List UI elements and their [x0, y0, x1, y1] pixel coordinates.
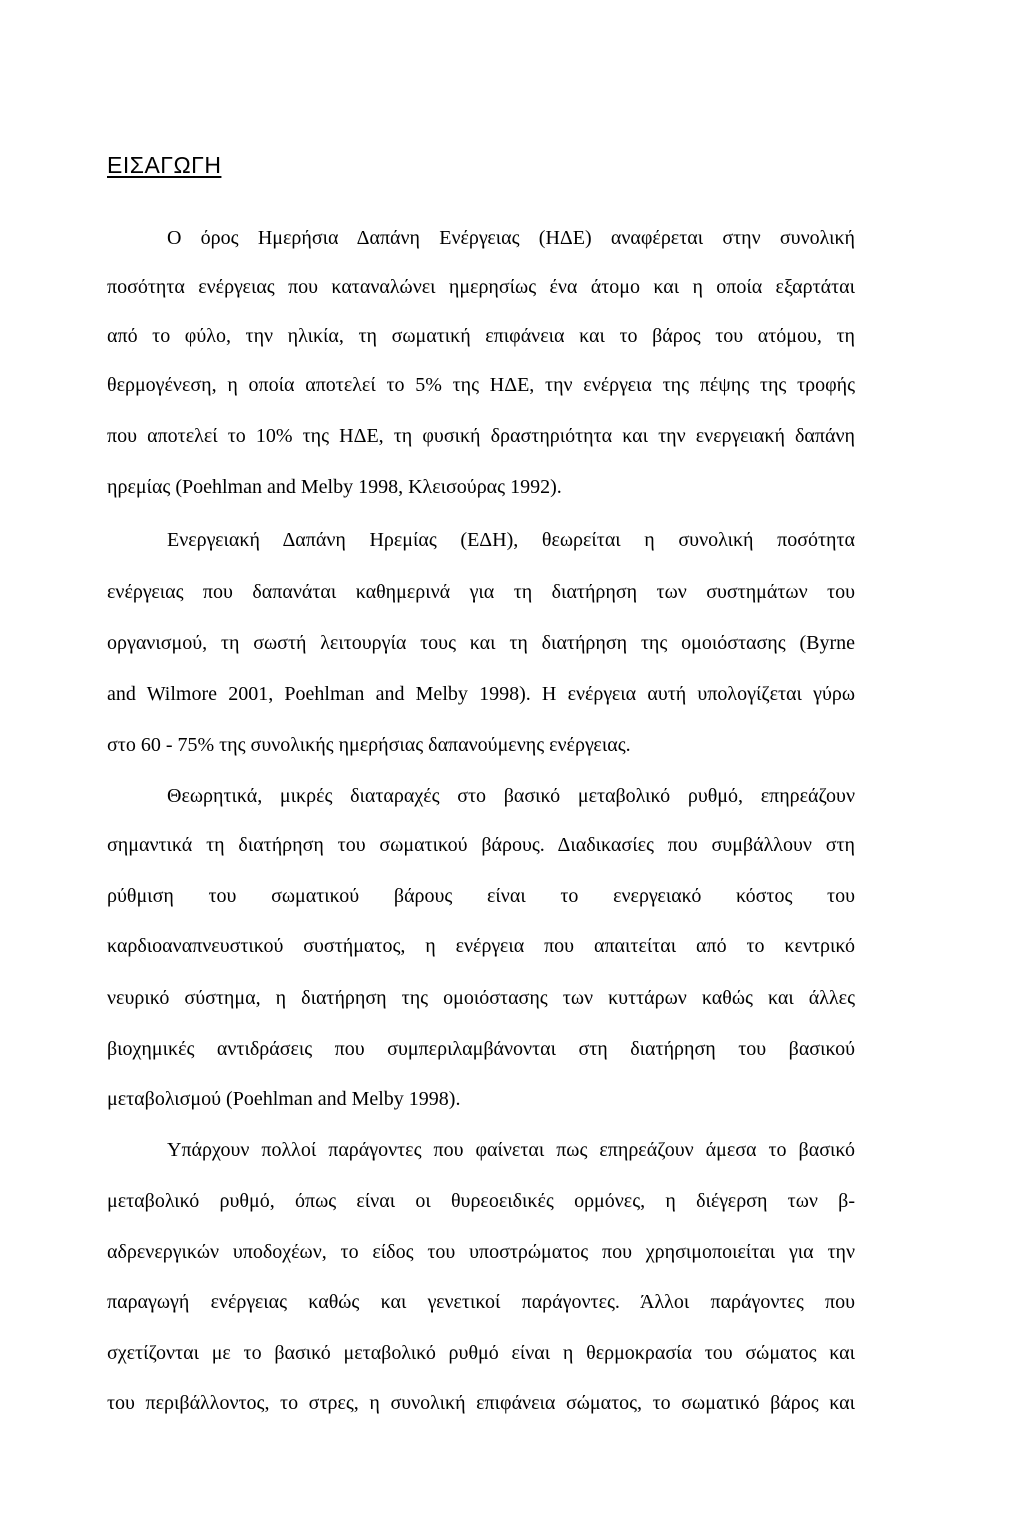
text-line: αδρενεργικών υποδοχέων, το είδος του υποστρώματος που χρησιμοποιείται για την — [107, 1241, 855, 1263]
text-line: από το φύλο, την ηλικία, τη σωματική επιφάνεια και το βάρος του ατόμου, τη — [107, 325, 855, 347]
section-heading: ΕΙΣΑΓΩΓΗ — [107, 152, 222, 178]
text-line: νευρικό σύστημα, η διατήρηση της ομοιόστασης των κυττάρων καθώς και άλλες — [107, 987, 855, 1009]
text-line: μεταβολισμού (Poehlman and Melby 1998). — [107, 1088, 461, 1110]
text-line: ενέργειας που δαπανάται καθημερινά για τη διατήρηση των συστημάτων του — [107, 581, 855, 603]
text-line: που αποτελεί το 10% της ΗΔΕ, τη φυσική δραστηριότητα και την ενεργειακή δαπάνη — [107, 425, 855, 447]
text-line: Θεωρητικά, μικρές διαταραχές στο βασικό μεταβολικό ρυθμό, επηρεάζουν — [167, 785, 855, 807]
text-line: παραγωγή ενέργειας καθώς και γενετικοί παράγοντες. Άλλοι παράγοντες που — [107, 1291, 855, 1313]
text-line: του περιβάλλοντος, το στρες, η συνολική επιφάνεια σώματος, το σωματικό βάρος και — [107, 1392, 855, 1414]
text-line: σημαντικά τη διατήρηση του σωματικού βάρους. Διαδικασίες που συμβάλλουν στη — [107, 834, 855, 856]
text-line: καρδιοαναπνευστικού συστήματος, η ενέργεια που απαιτείται από το κεντρικό — [107, 935, 855, 957]
text-line: οργανισμού, τη σωστή λειτουργία τους και τη διατήρηση της ομοιόστασης (Byrne — [107, 632, 855, 654]
text-line: βιοχημικές αντιδράσεις που συμπεριλαμβάνονται στη διατήρηση του βασικού — [107, 1038, 855, 1060]
text-line: ρύθμιση του σωματικού βάρους είναι το ενεργειακό κόστος του — [107, 885, 855, 907]
text-line: στο 60 - 75% της συνολικής ημερήσιας δαπανούμενης ενέργειας. — [107, 734, 631, 756]
text-line: θερμογένεση, η οποία αποτελεί το 5% της ΗΔΕ, την ενέργεια της πέψης της τροφής — [107, 374, 855, 396]
text-line: and Wilmore 2001, Poehlman and Melby 1998). Η ενέργεια αυτή υπολογίζεται γύρω — [107, 683, 855, 705]
text-line: σχετίζονται με το βασικό μεταβολικό ρυθμό είναι η θερμοκρασία του σώματος και — [107, 1342, 855, 1364]
text-line: Υπάρχουν πολλοί παράγοντες που φαίνεται πως επηρεάζουν άμεσα το βασικό — [167, 1139, 855, 1161]
text-line: ηρεμίας (Poehlman and Melby 1998, Κλεισούρας 1992). — [107, 476, 562, 498]
text-line: μεταβολικό ρυθμό, όπως είναι οι θυρεοειδικές ορμόνες, η διέγερση των β- — [107, 1190, 855, 1212]
text-line: ποσότητα ενέργειας που καταναλώνει ημερησίως ένα άτομο και η οποία εξαρτάται — [107, 276, 855, 298]
text-line: Ενεργειακή Δαπάνη Ηρεμίας (ΕΔΗ), θεωρείται η συνολική ποσότητα — [167, 529, 855, 551]
text-line: Ο όρος Ημερήσια Δαπάνη Ενέργειας (ΗΔΕ) αναφέρεται στην συνολική — [167, 227, 855, 249]
